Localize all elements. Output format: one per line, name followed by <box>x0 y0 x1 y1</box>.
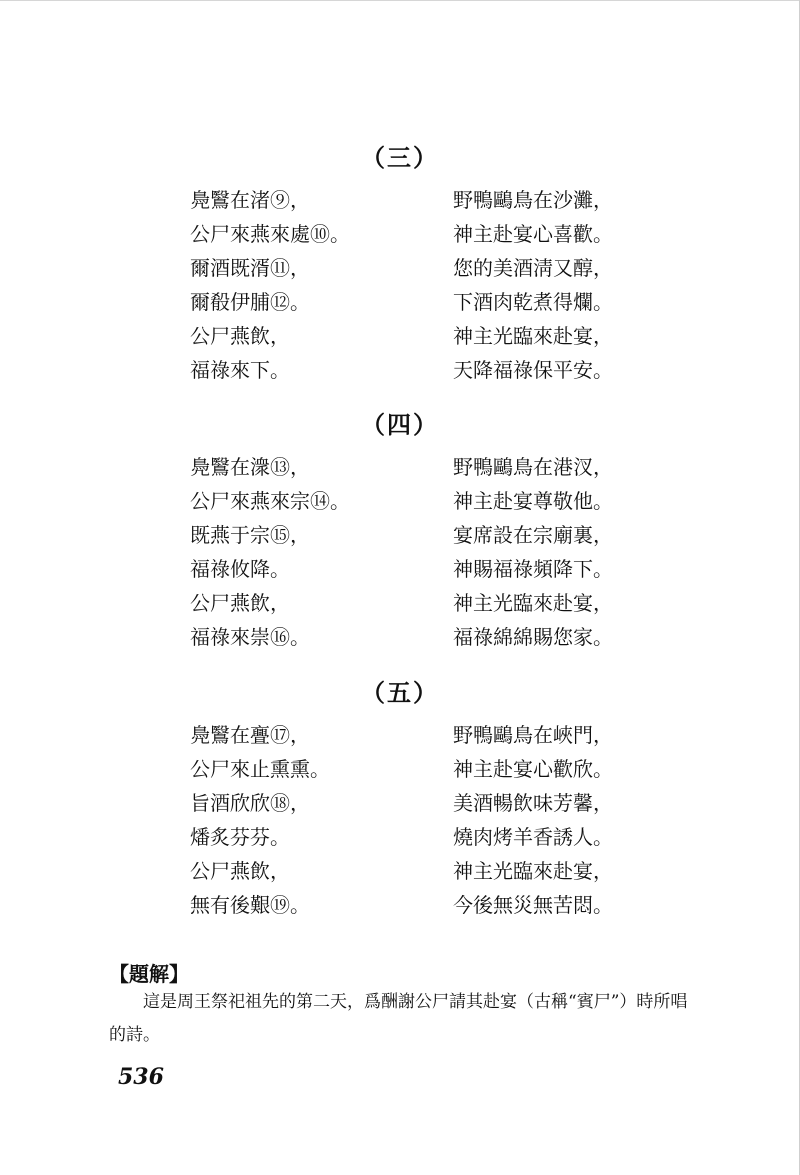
stanza-5 <box>190 718 620 922</box>
stanza-line <box>190 353 620 387</box>
stanza-line <box>190 820 620 854</box>
stanza-line <box>190 752 620 786</box>
page-number: 536 <box>118 1064 164 1090</box>
stanza-line <box>190 450 620 484</box>
stanza-heading-5: （五） <box>361 678 439 707</box>
original-line: 既燕于宗⑮， <box>190 523 310 547</box>
translation-line: 燒肉烤羊香誘人。 <box>453 825 613 849</box>
original-line: 公尸來燕來宗⑭。 <box>190 489 350 513</box>
stanza-line <box>190 518 620 552</box>
stanza-line <box>190 217 620 251</box>
original-line: 鳧鷖在亹⑰， <box>190 723 310 747</box>
original-line: 燔炙芬芬。 <box>190 825 290 849</box>
stanza-line <box>190 854 620 888</box>
translation-line: 野鴨鷗鳥在沙灘， <box>453 188 613 212</box>
stanza-line <box>190 183 620 217</box>
translation-line: 您的美酒淸又醇， <box>453 256 613 280</box>
translation-line: 今後無災無苦悶。 <box>453 893 613 917</box>
stanza-line <box>190 888 620 922</box>
translation-line: 福祿綿綿賜您家。 <box>453 625 613 649</box>
original-line: 旨酒欣欣⑱， <box>190 791 310 815</box>
explanation-heading: 【題解】 <box>109 962 189 986</box>
original-line: 鳧鷖在潨⑬， <box>190 455 310 479</box>
original-line: 福祿來崇⑯。 <box>190 625 310 649</box>
translation-line: 神主赴宴心歡欣。 <box>453 757 613 781</box>
translation-line: 野鴨鷗鳥在峽門， <box>453 723 613 747</box>
translation-line: 美酒暢飲味芳馨， <box>453 791 613 815</box>
translation-line: 神賜福祿頻降下。 <box>453 557 613 581</box>
translation-line: 神主赴宴尊敬他。 <box>453 489 613 513</box>
original-line: 爾殽伊脯⑫。 <box>190 290 310 314</box>
stanza-line <box>190 586 620 620</box>
stanza-line <box>190 552 620 586</box>
stanza-line <box>190 620 620 654</box>
stanza-line <box>190 319 620 353</box>
original-line: 公尸來燕來處⑩。 <box>190 222 350 246</box>
original-line: 公尸來止熏熏。 <box>190 757 330 781</box>
stanza-heading-4: （四） <box>361 410 439 439</box>
stanza-line <box>190 484 620 518</box>
stanza-heading-3: （三） <box>361 143 439 172</box>
original-line: 公尸燕飲， <box>190 591 290 615</box>
stanza-line <box>190 285 620 319</box>
translation-line: 神主赴宴心喜歡。 <box>453 222 613 246</box>
original-line: 福祿來下。 <box>190 358 290 382</box>
translation-line: 神主光臨來赴宴， <box>453 324 613 348</box>
original-line: 福祿攸降。 <box>190 557 290 581</box>
translation-line: 宴席設在宗廟裏， <box>453 523 613 547</box>
stanza-4 <box>190 450 620 654</box>
original-line: 公尸燕飲， <box>190 859 290 883</box>
stanza-line <box>190 251 620 285</box>
original-line: 爾酒既湑⑪， <box>190 256 310 280</box>
original-line: 公尸燕飲， <box>190 324 290 348</box>
stanza-3 <box>190 183 620 387</box>
translation-line: 天降福祿保平安。 <box>453 358 613 382</box>
stanza-line <box>190 786 620 820</box>
translation-line: 神主光臨來赴宴， <box>453 591 613 615</box>
translation-line: 野鴨鷗鳥在港汊， <box>453 455 613 479</box>
original-line: 無有後艱⑲。 <box>190 893 310 917</box>
original-line: 鳧鷖在渚⑨， <box>190 188 310 212</box>
top-edge-rule <box>0 0 800 1</box>
stanza-line <box>190 718 620 752</box>
translation-line: 神主光臨來赴宴， <box>453 859 613 883</box>
translation-line: 下酒肉乾煮得爛。 <box>453 290 613 314</box>
explanation-text: 這是周王祭祀祖先的第二天，爲酬謝公尸請其赴宴（古稱“賓尸”）時所唱的詩。 <box>109 992 688 1045</box>
